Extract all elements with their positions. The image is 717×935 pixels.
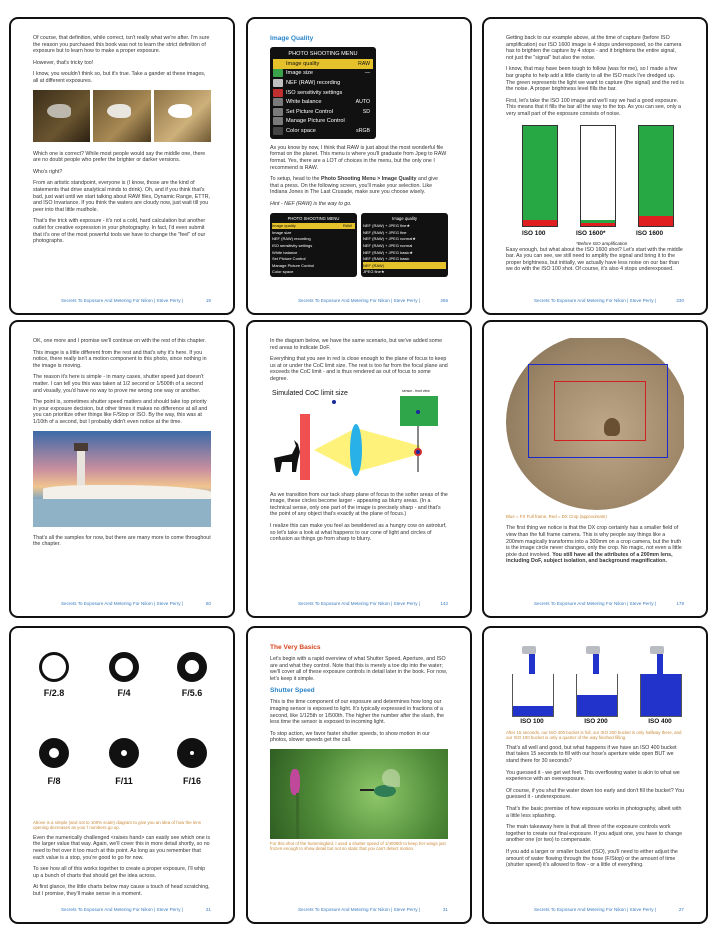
page-footer: Secrets To Exposure And Metering For Nikon | Steve Perry | 27 [533,907,684,912]
paragraph: Getting back to our example above, at the time of capture (before ISO amplification) our ISO 1600 image is 4 stops underexposed, so the camera has to brighten the capture by 4 stops - and it brightens the entire signal, not just the "signal" but also the noise. [506,35,682,61]
page-number: 266 [440,298,448,303]
frozen-lighthouse-photo [33,431,211,527]
coc-limit-label: Simulated CoC limit size [272,389,348,397]
paragraph: Which one is correct? While most people would say the middle one, there are no doubt people who prefer the brighter or darker versions. [33,150,206,164]
iso-1600-bar [638,125,674,227]
sensor-dot [416,410,420,414]
paragraph: Let's begin with a rapid overview of what Shutter Speed, Aperture, and ISO are and what they control. Note that this is merely a toe dip into the water; we'll cover all of these exposure controls in detail later in the book. For now, let's keep it simple. [270,656,448,682]
iso-100-bucket [512,674,554,717]
paragraph: You guessed it - we get wet feet. This overflowing water is akin to what we experience with an overexposure. [506,769,680,783]
faucet-icon [650,646,664,654]
pencil-icon [273,89,283,97]
paragraph: The reason it's here is simple - in many cases, shutter speed just doesn't matter. I can tell you this was taken at 1/2 second or 1/500th of a second and visually, you'd have no way to prove me wrong one way or another. [33,374,204,394]
paragraph: The point is, sometimes shutter speed matters and should take top priority in your exposure decision, but other times it makes no difference at all and you can prioritize other things like F/Stop or ISO. By the way, this was at 1/10th of a second, but I probably didn't even notice at the time. [33,399,208,425]
paragraph: That's all the samples for now, but there are many more to come throughout the chapter. [33,534,211,548]
menu-item: Color space sRGB [273,126,373,136]
coc-dot [332,400,336,404]
page-thumbnail-31[interactable] [246,626,472,924]
paragraph: Of course, that definition, while correct, isn't really what we're after. I'm sure the reason you purchased this book was not to learn the strict definition of exposure but to learn how to make a proper exposure. [33,35,210,55]
page-number: 178 [676,601,684,606]
iso-400-bucket [640,674,682,717]
paragraph: The first thing we notice is that the DX crop certainly has a smaller field of view than the full frame camera. This is why people say things like a 200mm magically transforms into a 300mm on a crop camera, but the truth is the image circle never changes, only the crop. No magic, not even a little pixie dust involved. You still have all the attributes of a 200mm lens, including DoF, subject isolation, and background magnification. [506,525,682,565]
page-thumbnail-21[interactable] [9,626,235,924]
sensor-label: sensor - front view [402,388,430,393]
menu-screenshot-main: PHOTO SHOOTING MENU Image quality RAW Image size NEF (RAW) recording ISO sensitivity settings White balance Set Picture Control Manage Picture Control Color space [270,213,357,278]
figure-caption: For this shot of the hummingbird, I used a shutter speed of 1/4000th to keep her wings just frozen enough to show detail but not so static that you can't detect motion. [270,840,446,852]
fstop-label: F/16 [182,776,201,786]
paragraph: I know, you wouldn't think so, but it's true. Take a gander at these images, all at different exposures. [33,71,206,84]
page-footer: Secrets To Exposure And Metering For Nikon | Steve Perry | 31 [297,907,448,912]
paragraph: As you know by now, I think that RAW is just about the most wonderful file format on the planet. This menu is where you'll graduate from Jpeg to RAW format. Yes, there are a LOT of choices in the menu, but the only one I recommend is RAW. [270,144,447,171]
page-thumbnail-142[interactable] [246,320,472,618]
paragraph: I realize this can make you feel as bewildered as a hungry cow on astroturf, so let's take a look at what happens to our cone of light and circles of confusion as things go from sharp to blurry. [270,522,447,543]
iso-footnote: *Before ISO amplification [576,240,628,246]
page-footer: Secrets To Exposure And Metering For Nikon | Steve Perry | 60 [60,601,211,606]
page-thumbnail-230[interactable] [482,17,708,315]
menu-item: White balance AUTO [273,97,373,107]
faucet-icon [522,646,536,654]
figure-caption: Above is a simple (and not to 100% scale) diagram to give you an idea of how the lens opening decreases as your f numbers go up. [33,820,201,831]
section-heading: The Very Basics [270,644,321,651]
page-footer [33,298,211,303]
aperture-f16 [177,738,207,768]
figure-caption: Blue = FX Full frame, Red = DX Crop (approximate) [506,514,607,519]
page-footer: Secrets To Exposure And Metering For Nikon | Steve Perry | 266 [297,298,448,303]
light-cone-left [314,428,356,472]
iso-label: ISO 1600* [576,229,606,237]
page-thumbnail-266[interactable] [246,17,472,315]
paragraph: Of course, if you shut the water down too early and don't fill the bucket? You guessed it - underexposure. [506,787,684,801]
page-thumbnail-19[interactable] [9,17,235,315]
menu-item: Set Picture Control SD [273,107,373,117]
menu-item: NEF (RAW) recording [273,78,373,88]
light-cone-right [356,428,420,472]
coc-dof-diagram [270,388,448,484]
paragraph: OK, one more and I promise we'll continue on with the rest of this chapter. [33,338,206,344]
iso-bucket-diagram [506,644,684,728]
page-number: 60 [205,601,211,606]
paragraph: The main takeaway here is that all three of the exposure controls work together to create our final exposure. If you adjust one, you have to change another one (or two) to compensate. [506,824,683,844]
bucket-label: ISO 100 [520,718,544,725]
paragraph: To stop action, we favor faster shutter speeds, to show motion in our photos, slower speeds get the call. [270,730,430,744]
page-number: 19 [205,298,211,303]
deer-silhouette [274,440,300,472]
page-number: 142 [440,601,448,606]
paragraph: That's the trick with exposure - it's not a cold, hard calculation but another outlet for creative expression in your photography. In fact, I'd even submit that it's one of the most powerful tools we have to change the "feel" of our photographs. [33,218,206,245]
image-circle-diagram [506,338,684,512]
fstop-label: F/5.6 [181,688,203,698]
paragraph: First, let's take the ISO 100 image and we'll say we had a good exposure. This means that it fills the bar all the way to the top. As you can see, only a very small part of the exposure consists of noise. [506,97,681,117]
subsection-heading: Shutter Speed [270,687,315,695]
iso-label: ISO 100 [522,229,546,237]
iso-label: ISO 1600 [636,229,664,237]
fstop-label: F/4 [117,688,131,698]
iso-noise-bar-chart [506,123,684,247]
help-icon [273,127,283,135]
hint-text: Hint - NEF (RAW) is the way to go. [270,200,352,207]
egret-dark-image [33,90,90,142]
iso-100-bar [522,125,558,227]
paragraph: From an artistic standpoint, everyone is (I know, those are the kind of statements that drive analytical minds to drink). Oh, and if you think that's bad, just wait until we start talking about RAW files, Dynamic Range, ETTR, and ISO Invariance. If you think the waters are cloudy now, just wait till you peer into that little mudhole. [33,180,211,213]
paragraph: However, that's tricky too! [33,59,94,66]
paragraph: This is the time component of our exposure and determines how long our imaging sensor is exposed to light. It's typically expressed in fractions of a second, like 1/125th or 1/500th. The higher the number after the slash, the less time the sensor is exposed to incoming light. [270,699,444,726]
egret-normal-image [93,90,150,142]
page-thumbnail-60[interactable] [9,320,235,618]
menu-item: Manage Picture Control [273,117,373,127]
menu-title: PHOTO SHOOTING MENU [288,51,358,57]
bucket-label: ISO 400 [648,718,672,725]
page-number: 230 [676,298,684,303]
hummingbird-photo [270,749,448,839]
page-thumbnail-178[interactable] [482,320,708,618]
paragraph: In the diagram below, we have the same scenario, but we've added some red areas to indicate DoF. [270,338,443,351]
menu-item: Image size — [273,69,373,79]
paragraph: As we transition from our tack sharp plane of focus to the softer areas of the image, these circles become larger - appearing as blurry areas. (In a technical sense, only one part of the image is precisely sharp - and that's the point of any object that's exactly at the plane of focus.) [270,491,448,518]
aperture-f4 [109,652,139,682]
lens [350,424,362,476]
paragraph: I know, that may have been tough to follow (was for me), so I made a few bar graphs to help add a little clarity to all the ISO muck I've dredged up. The green represents the light we want to capture (the signal) and the red is the noise. A proper brightness level fills the bar. [506,66,684,93]
paragraph: Who's right? [33,168,63,175]
fstop-label: F/8 [47,776,61,786]
wrench-icon [273,98,283,106]
paragraph: To setup, head to the Photo Shooting Menu > Image Quality and give that a press. On the following screen, you'll make your selection. Like Indiana Jones in The Last Crusade, make sure you choose wisely. [270,176,438,196]
aperture-f11 [109,738,139,768]
page-footer: Secrets To Exposure And Metering For Nikon | Steve Perry | 142 [297,601,448,606]
page-footer: Secrets To Exposure And Metering For Nikon | Steve Perry | 21 [60,907,211,912]
page-thumbnail-27[interactable] [482,626,708,924]
aperture-diagram [33,644,211,818]
movie-icon [273,79,283,87]
aperture-f2-8 [39,652,69,682]
aperture-f8 [39,738,69,768]
dx-frame [554,381,646,441]
red-dof-zone [300,414,310,480]
egret-exposure-images [33,90,211,142]
focal-dot-inner [416,450,420,454]
paragraph: That's all well and good, but what happens if we have an ISO 400 bucket that takes 15 seconds to fill with our hose's aperture wide open BUT we stand there for 30 seconds? [506,744,677,764]
camera-icon [273,60,283,68]
figure-caption: After 15 seconds, our ISO 400 bucket is full, our ISO 200 bucket is only halfway there, and our ISO 100 bucket is only a quarter of the way finished filling. [506,730,682,741]
aperture-f5-6 [177,652,207,682]
coc-diagram-svg [270,388,448,484]
menu-item: Image quality RAW [273,59,373,69]
paragraph: Everything that you see in red is close enough to the plane of focus to keep us at or under the CoC limit size. The rest is too far from the focal plane and exceeds the CoC limit - and is thus rendered as out of focus to some degree. [270,356,448,382]
page-number: 27 [678,907,684,912]
footer-title: Secrets To Exposure And Metering For Nikon | Steve Perry | [60,298,184,303]
iso-1600-pre-bar [580,125,616,227]
retouch-icon [273,108,283,116]
section-heading: Image Quality [270,35,314,42]
faucet-icon [586,646,600,654]
page-number: 31 [442,907,448,912]
page-number: 21 [205,907,211,912]
page-footer: Secrets To Exposure And Metering For Nikon | Steve Perry | 178 [533,601,684,606]
egret-bright-image [154,90,211,142]
paragraph: This image is a little different from the rest and that's why it's here. If you notice, there really isn't a motion component to this photo, since nothing in the image is moving. [33,349,207,369]
paragraph: To see how all of this works together to create a proper exposure, I'll whip up a bunch of charts that should get the idea across. [33,866,206,879]
fstop-label: F/11 [115,776,133,786]
paragraph: That's the basic premise of how exposure works in photography, albeit with a little less splashing. [506,805,682,819]
fstop-label: F/2.8 [43,688,65,698]
paragraph: At first glance, the little charts below may cause a touch of head scratching, but I promise, they'll make sense in a moment. [33,884,210,897]
paragraph: Even the numerically challenged <raises hand> can easily see which one is the larger value that way. Again, we'll cover this in more detail shortly, so no need to fret over it too much at this point. As long as you remember that each value is a stop, you're good to go for now. [33,834,210,861]
menu-screenshots-pair [270,213,448,278]
menu-screenshot-image-quality: Image quality NEF (RAW) + JPEG fine★ NEF (RAW) + JPEG fine NEF (RAW) + JPEG normal★ NEF (RAW) + JPEG normal NEF (RAW) + JPEG basic★ NEF (RAW) + JPEG basic NEF (RAW) JPEG fine★ [361,213,448,278]
menu-item: ISO sensitivity settings [273,88,373,98]
bucket-label: ISO 200 [584,718,608,725]
photo-shooting-menu-screenshot [270,47,376,139]
play-icon [273,69,283,77]
paragraph: If you add a larger or smaller bucket (ISO), you'll need to either adjust the amount of water flowing through the hose (F/Stop) or the amount of time (shutter speed) it's allowed to flow - or a little of everything. [506,848,678,869]
page-footer: Secrets To Exposure And Metering For Nikon | Steve Perry | 230 [533,298,684,303]
paragraph: Easy enough, but what about the ISO 1600 shot? Let's start with the middle bar. As you can see, we still need to amplify the signal and bring it to the proper brightness, but initially, we actually have less noise on our bar than we do with the ISO 100 shot. Of course, it's also 4 stops underexposed. [506,246,683,273]
iso-200-bucket [576,674,618,717]
mymenu-icon [273,117,283,125]
